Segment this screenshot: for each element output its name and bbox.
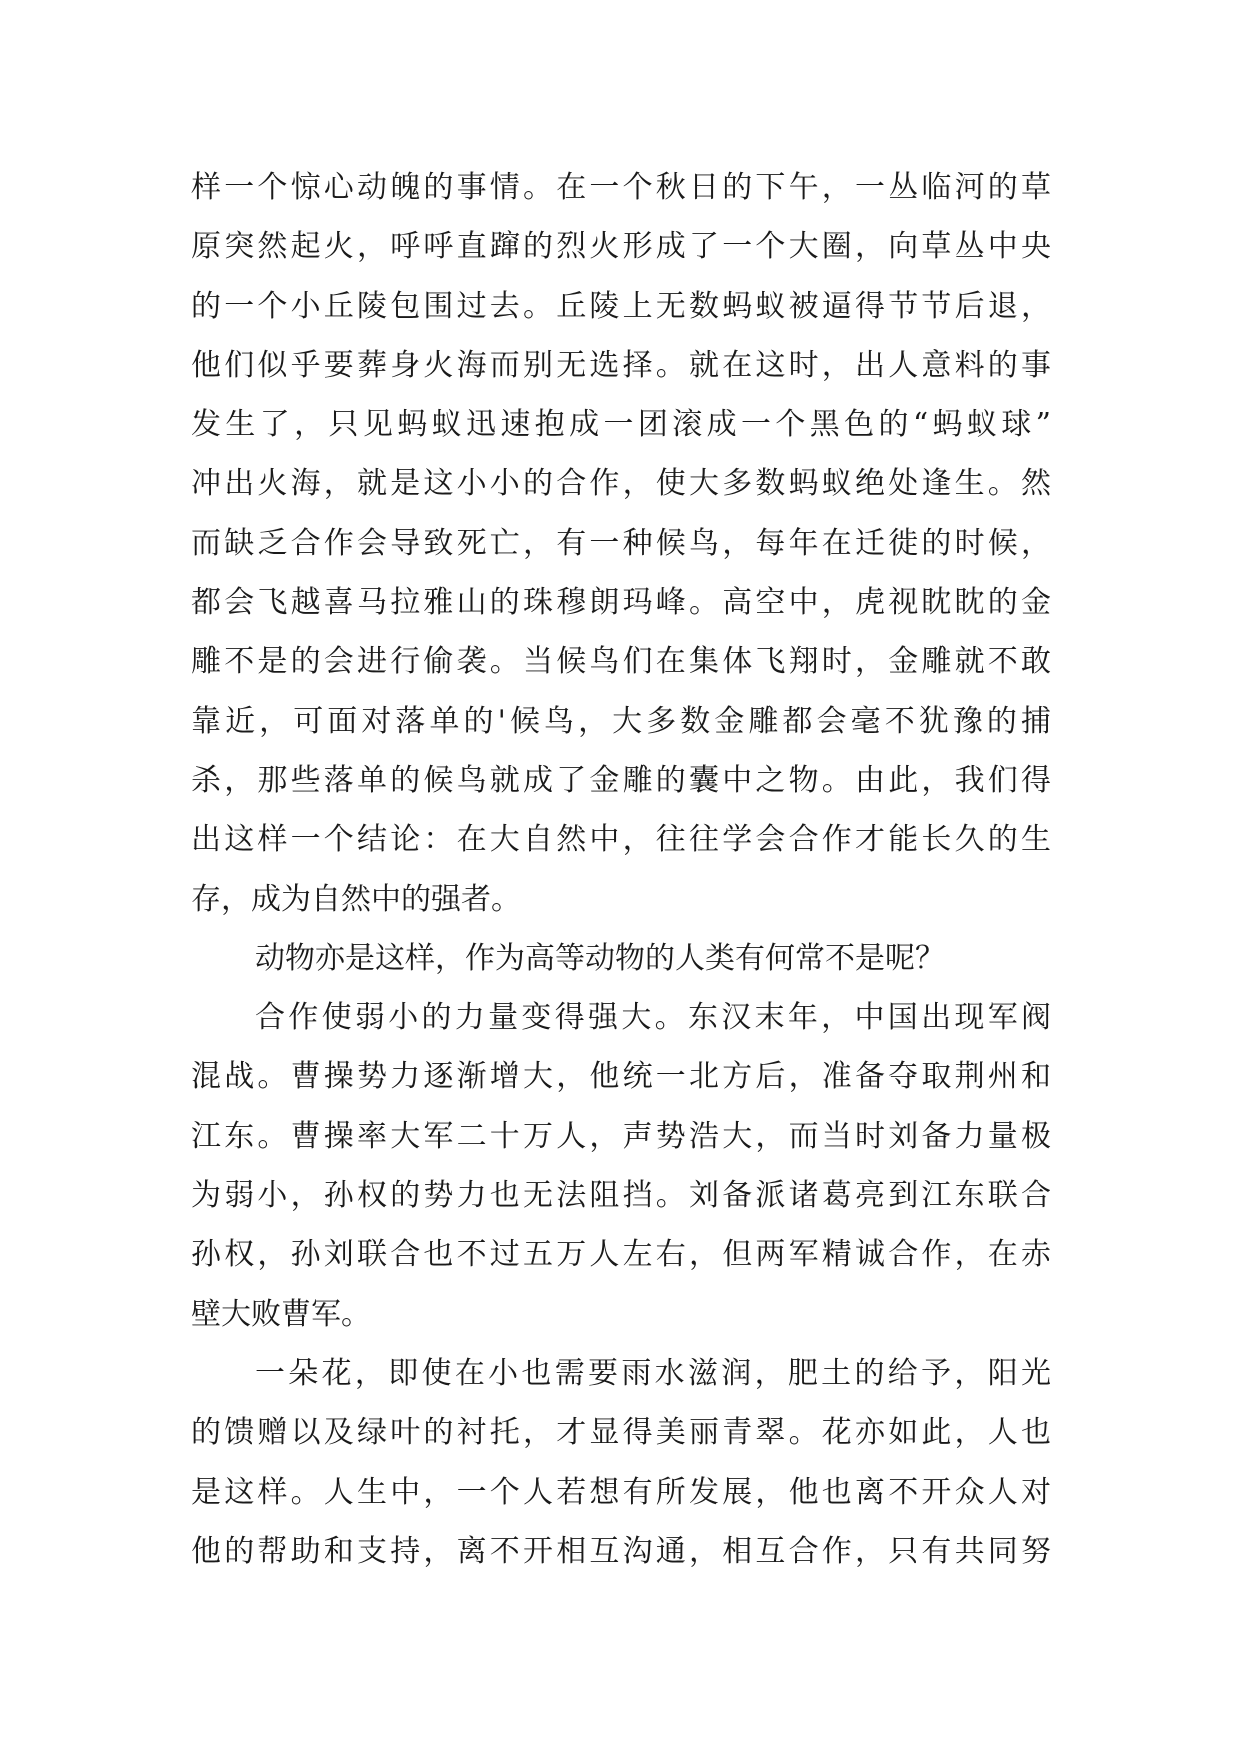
text-line: 雕不是的会进行偷袭。当候鸟们在集体飞翔时，金雕就不敢 [191, 644, 1051, 680]
text-line: 混战。曹操势力逐渐增大，他统一北方后，准备夺取荆州和 [191, 1059, 1051, 1095]
text-line: 靠近，可面对落单的'候鸟，大多数金雕都会毫不犹豫的捕 [191, 703, 1051, 739]
text-line: 冲出火海，就是这小小的合作，使大多数蚂蚁绝处逢生。然 [191, 466, 1051, 502]
text-line: 发生了，只见蚂蚁迅速抱成一团滚成一个黑色的“蚂蚁球” [191, 407, 1051, 443]
paragraph-first-line: 一朵花，即使在小也需要雨水滋润，肥土的给予，阳光 [255, 1355, 1051, 1391]
text-line: 为弱小，孙权的势力也无法阻挡。刘备派诸葛亮到江东联合 [191, 1178, 1051, 1214]
text-line: 杀，那些落单的候鸟就成了金雕的囊中之物。由此，我们得 [191, 762, 1051, 798]
body-text [191, 158, 1051, 1581]
text-line: 存，成为自然中的强者。 [191, 881, 521, 917]
text-line: 江东。曹操率大军二十万人，声势浩大，而当时刘备力量极 [191, 1118, 1051, 1154]
text-line: 的馈赠以及绿叶的衬托，才显得美丽青翠。花亦如此，人也 [191, 1415, 1051, 1451]
text-line: 他们似乎要葬身火海而别无选择。就在这时，出人意料的事 [191, 347, 1051, 383]
text-line: 是这样。人生中，一个人若想有所发展，他也离不开众人对 [191, 1474, 1051, 1510]
text-line: 而缺乏合作会导致死亡，有一种候鸟，每年在迁徙的时候， [191, 525, 1051, 561]
text-line: 都会飞越喜马拉雅山的珠穆朗玛峰。高空中，虎视眈眈的金 [191, 585, 1051, 621]
text-line: 原突然起火，呼呼直蹿的烈火形成了一个大圈，向草丛中央 [191, 229, 1051, 265]
text-line: 的一个小丘陵包围过去。丘陵上无数蚂蚁被逼得节节后退， [191, 288, 1051, 324]
text-line: 样一个惊心动魄的事情。在一个秋日的下午，一丛临河的草 [191, 170, 1051, 205]
text-line: 他的帮助和支持，离不开相互沟通，相互合作，只有共同努 [191, 1533, 1051, 1569]
paragraph-first-line: 动物亦是这样，作为高等动物的人类有何常不是呢？ [255, 940, 945, 976]
text-line: 壁大败曹军。 [191, 1296, 371, 1332]
paragraph-first-line: 合作使弱小的力量变得强大。东汉末年，中国出现军阀 [255, 1000, 1051, 1036]
text-line: 出这样一个结论：在大自然中，往往学会合作才能长久的生 [191, 822, 1051, 858]
text-line: 孙权，孙刘联合也不过五万人左右，但两军精诚合作，在赤 [191, 1237, 1051, 1273]
